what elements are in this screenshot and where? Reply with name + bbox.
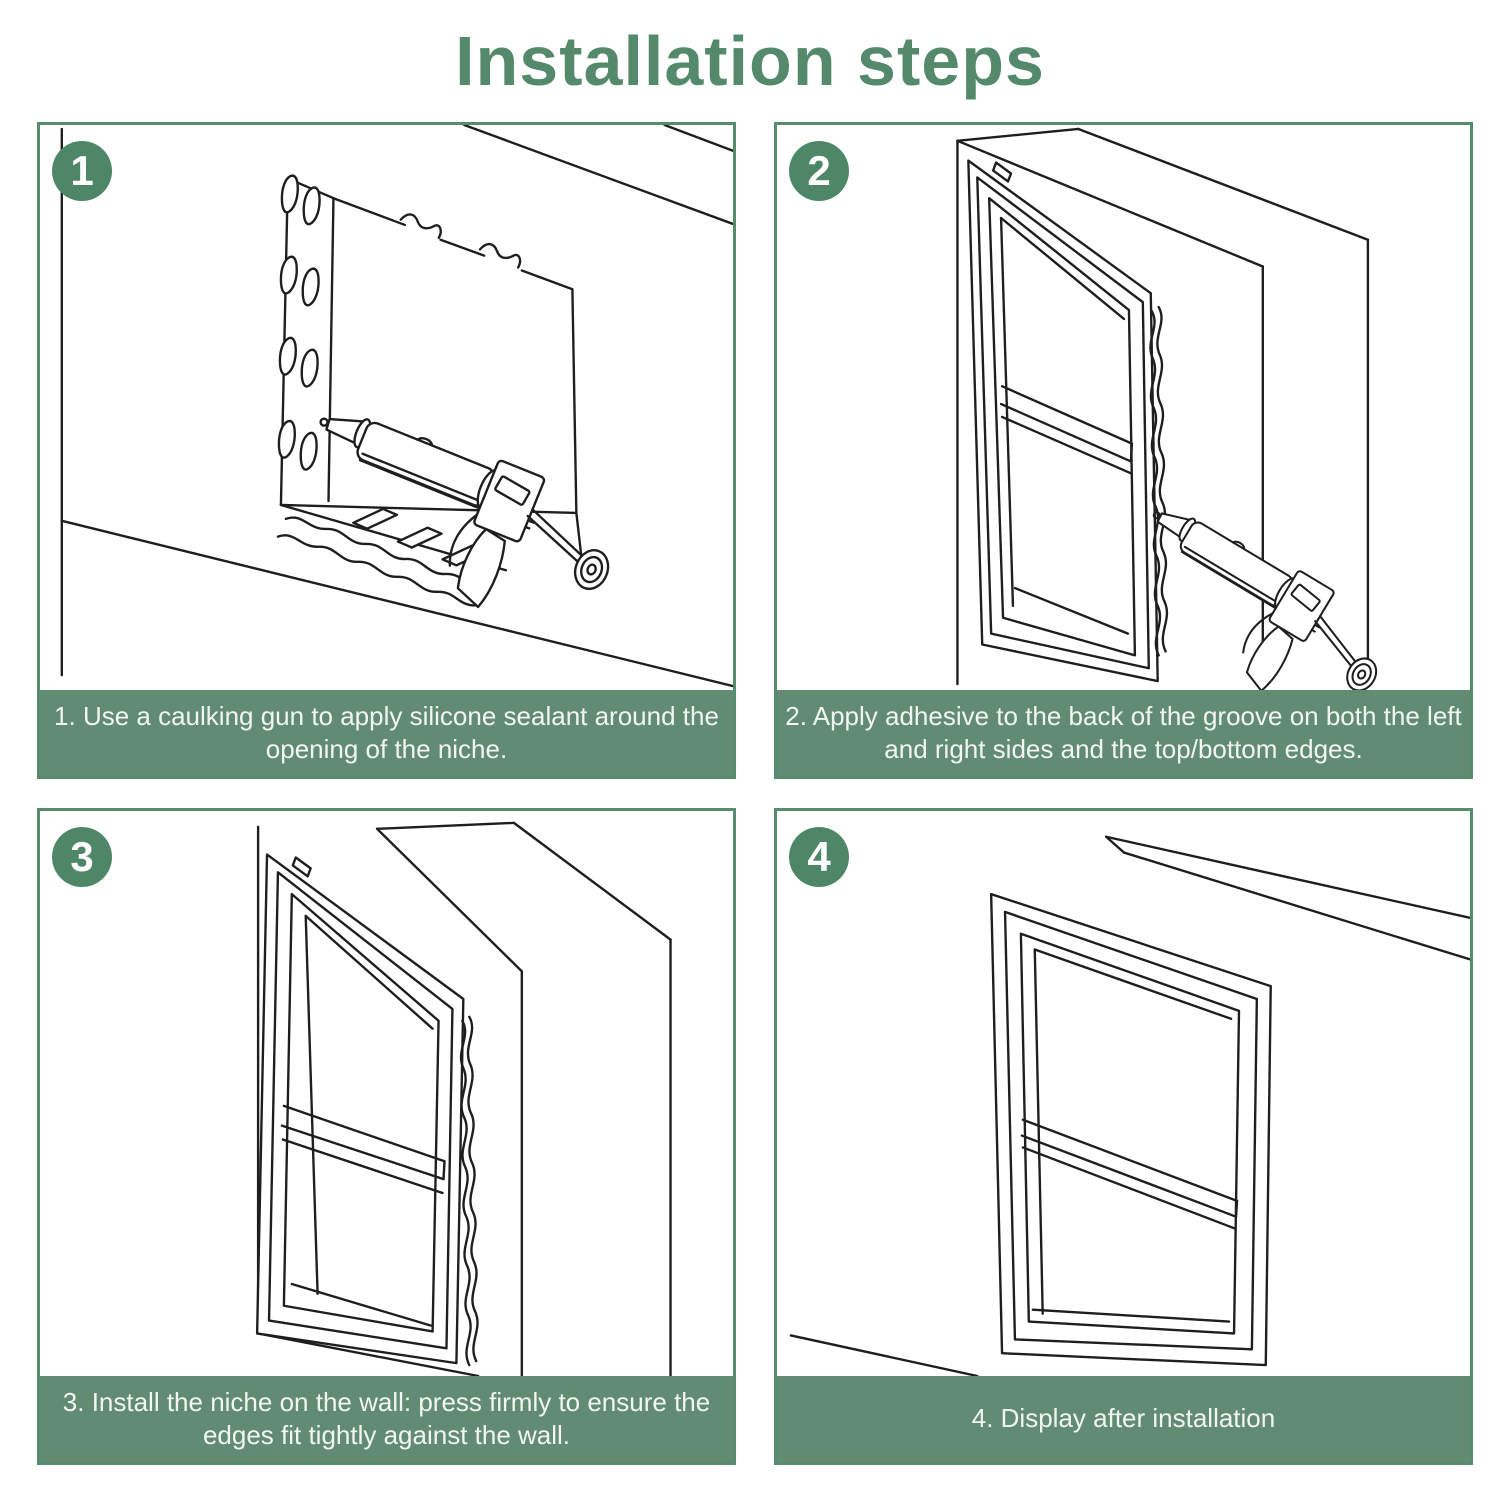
step-1-illustration-wall-caulking-icon	[40, 125, 733, 690]
header	[0, 0, 1500, 122]
steps-grid	[0, 122, 1500, 1465]
step-2-caption: 2. Apply adhesive to the back of the groove on both the left and right sides and the top/bottom edges.	[777, 690, 1470, 776]
step-3-badge: 3	[52, 827, 112, 887]
step-4-illustration-installed-niche-icon	[777, 811, 1470, 1376]
page-title: Installation steps	[455, 22, 1045, 100]
step-2-illustration-niche-adhesive-icon	[777, 125, 1470, 690]
step-panel-2	[774, 122, 1473, 779]
step-panel-4	[774, 808, 1473, 1465]
step-3-caption: 3. Install the niche on the wall: press firmly to ensure the edges fit tightly against the wall.	[40, 1376, 733, 1462]
step-1-caption: 1. Use a caulking gun to apply silicone sealant around the opening of the niche.	[40, 690, 733, 776]
step-3-illustration-niche-install-icon	[40, 811, 733, 1376]
step-1-badge: 1	[52, 141, 112, 201]
step-4-badge: 4	[789, 827, 849, 887]
step-2-badge: 2	[789, 141, 849, 201]
step-panel-1	[37, 122, 736, 779]
step-panel-3	[37, 808, 736, 1465]
step-4-caption: 4. Display after installation	[777, 1376, 1470, 1462]
